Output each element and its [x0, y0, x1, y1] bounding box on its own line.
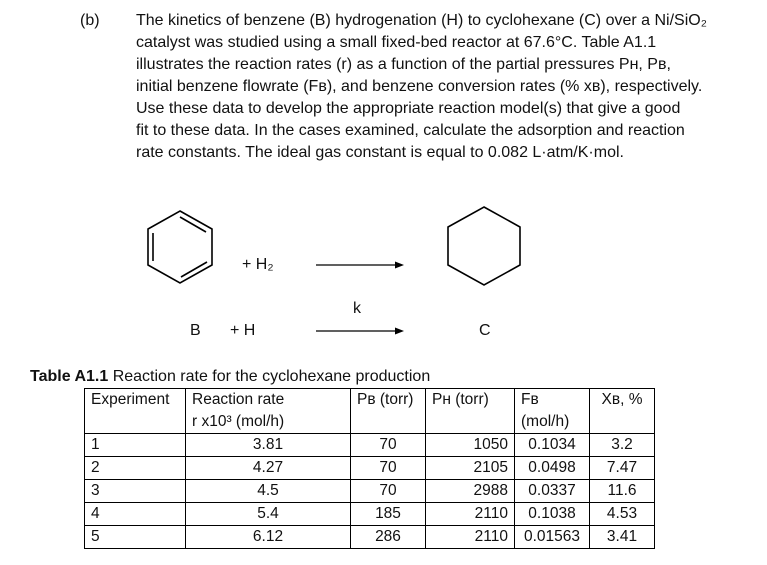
header-cell: (mol/h) [515, 411, 590, 434]
table-cell: 0.1034 [515, 434, 590, 457]
table-cell: 1 [85, 434, 186, 457]
statement-line: illustrates the reaction rates (r) as a function of the partial pressures Pʜ, Pʙ, [136, 56, 671, 73]
header-cell [426, 411, 515, 434]
header-cell [590, 411, 655, 434]
table-row [85, 526, 655, 549]
table-cell: 2988 [426, 480, 515, 503]
table-cell: 4.5 [186, 480, 351, 503]
table-cell: 4.27 [186, 457, 351, 480]
reaction-rate-table [84, 388, 655, 549]
benzene-structure-icon [148, 211, 212, 283]
table-cell: 6.12 [186, 526, 351, 549]
table-caption-text: Reaction rate for the cyclohexane production [108, 368, 431, 385]
table-row [85, 503, 655, 526]
table-cell: 0.01563 [515, 526, 590, 549]
reactant-b-label: B [190, 322, 201, 339]
table-cell: 0.0337 [515, 480, 590, 503]
table-cell: 5 [85, 526, 186, 549]
table-header-row [85, 411, 655, 434]
table-cell: 70 [351, 457, 426, 480]
table-caption [30, 367, 430, 387]
table-cell: 3.81 [186, 434, 351, 457]
table-cell: 2 [85, 457, 186, 480]
table-cell: 11.6 [590, 480, 655, 503]
table-row [85, 480, 655, 503]
table-cell: 185 [351, 503, 426, 526]
header-cell: Pʙ (torr) [351, 389, 426, 412]
reagent-label: + H₂ [242, 256, 274, 273]
table-cell: 1050 [426, 434, 515, 457]
statement-line: The kinetics of benzene (B) hydrogenation (H) to cyclohexane (C) over a Ni/SiO₂ [136, 12, 707, 29]
statement-line: fit to these data. In the cases examined, calculate the adsorption and reaction [136, 122, 685, 139]
reaction-arrow-icon [316, 328, 404, 335]
statement-line: Use these data to develop the appropriate reaction model(s) that give a good [136, 100, 681, 117]
header-cell: r x10³ (mol/h) [186, 411, 351, 434]
table-cell: 2110 [426, 503, 515, 526]
statement-line: initial benzene flowrate (Fʙ), and benzene conversion rates (% xʙ), respectively. [136, 78, 703, 95]
header-cell: Fʙ [515, 389, 590, 412]
reactant-h-label: + H [230, 322, 256, 339]
table-cell: 4.53 [590, 503, 655, 526]
table-cell: 286 [351, 526, 426, 549]
table-cell: 70 [351, 434, 426, 457]
table-cell: 3.41 [590, 526, 655, 549]
header-cell: Pʜ (torr) [426, 389, 515, 412]
statement-line: rate constants. The ideal gas constant is equal to 0.082 L·atm/K·mol. [136, 144, 624, 161]
table-cell: 0.1038 [515, 503, 590, 526]
table-cell: 5.4 [186, 503, 351, 526]
part-label: (b) [80, 12, 100, 29]
table-row [85, 434, 655, 457]
table-row [85, 457, 655, 480]
table-cell: 2105 [426, 457, 515, 480]
table-cell: 4 [85, 503, 186, 526]
table-caption-number: Table A1.1 [30, 368, 109, 385]
table-cell: 3.2 [590, 434, 655, 457]
header-cell [351, 411, 426, 434]
header-cell [85, 411, 186, 434]
cyclohexane-structure-icon [448, 207, 520, 285]
header-cell: Reaction rate [186, 389, 351, 412]
table-cell: 70 [351, 480, 426, 503]
reaction-arrow-icon [316, 262, 404, 269]
table-header-row [85, 389, 655, 412]
product-c-label: C [479, 322, 491, 339]
table-cell: 0.0498 [515, 457, 590, 480]
table-cell: 7.47 [590, 457, 655, 480]
statement-line: catalyst was studied using a small fixed-bed reactor at 67.6°C. Table A1.1 [136, 34, 657, 51]
header-cell: Experiment [85, 389, 186, 412]
table-cell: 2110 [426, 526, 515, 549]
table-cell: 3 [85, 480, 186, 503]
header-cell: Xʙ, % [590, 389, 655, 412]
rate-constant-label: k [353, 300, 361, 317]
